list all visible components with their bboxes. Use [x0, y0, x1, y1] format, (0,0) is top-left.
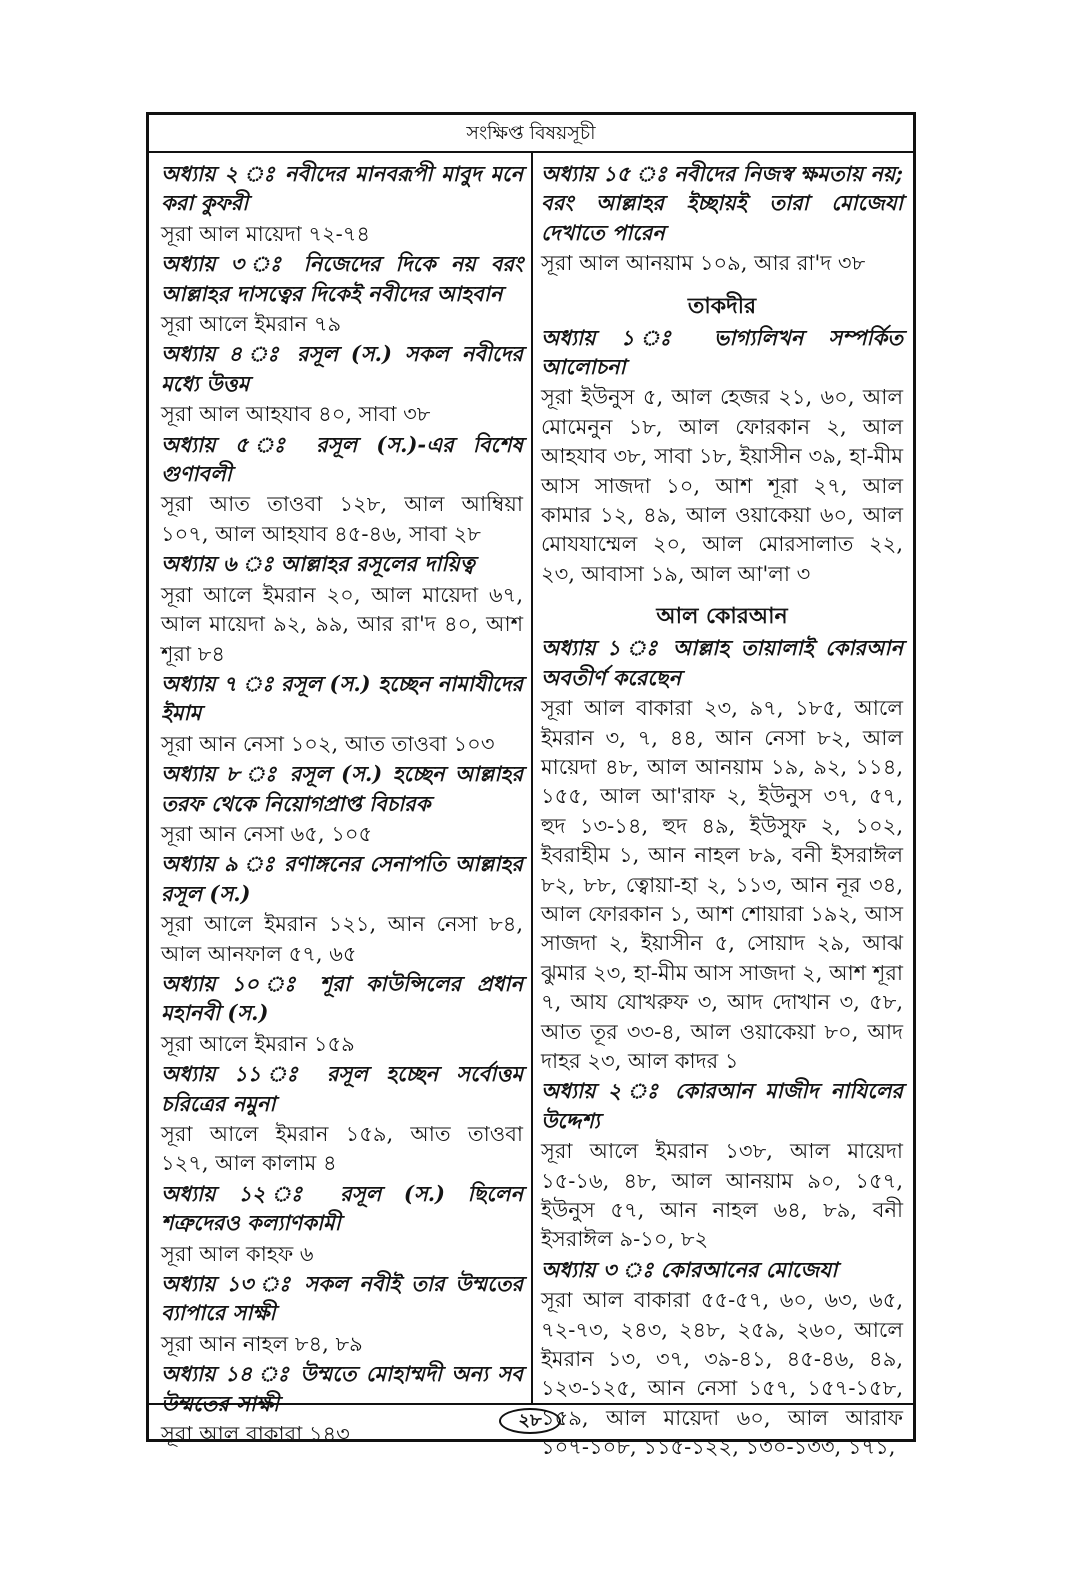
surah-references: সূরা আন নেসা ৬৫, ১০৫	[161, 821, 373, 846]
contents-frame	[146, 112, 916, 1460]
chapter-title: অধ্যায় ২ ঃ কোরআন মাজীদ নাযিলের উদ্দেশ্য	[541, 1078, 903, 1133]
chapter-entry	[161, 339, 523, 429]
page-footer	[149, 1403, 913, 1439]
surah-references: সূরা আলে ইমরান ১৫৯, আত তাওবা ১২৭, আল কালাম ৪	[161, 1122, 523, 1176]
chapter-title: অধ্যায় ১৫ ঃ নবীদের নিজস্ব ক্ষমতায় নয়; বরং আল্লাহর ইচ্ছায়ই তারা মোজেযা দেখাতে পারেন	[541, 161, 903, 245]
page-title: সংক্ষিপ্ত বিষয়সূচী	[149, 115, 913, 153]
chapter-entry	[161, 969, 523, 1059]
chapter-title: অধ্যায় ১০ ঃ শূরা কাউন্সিলের প্রধান মহানবী (স.)	[161, 970, 523, 1026]
chapter-entry	[161, 759, 523, 849]
chapter-title: অধ্যায় ৩ ঃ কোরআনের মোজেযা	[541, 1256, 838, 1282]
chapter-title: অধ্যায় ১ ঃ ভাগ্যলিখন সম্পর্কিত আলোচনা	[541, 324, 903, 380]
chapter-title: অধ্যায় ৫ ঃ রসূল (স.)-এর বিশেষ গুণাবলী	[161, 431, 523, 487]
chapter-title: অধ্যায় ৩ ঃ নিজেদের দিকে নয় বরং আল্লাহর দাসত্বের দিকেই নবীদের আহবান	[161, 251, 523, 306]
surah-references: সূরা আন নাহল ৮৪, ৮৯	[161, 1331, 363, 1356]
surah-references: সূরা আন নেসা ১০২, আত তাওবা ১০৩	[161, 731, 495, 756]
surah-references: সূরা ইউনুস ৫, আল হেজর ২১, ৬০, আল মোমেনুন ১৮, আল ফোরকান ২, আল আহযাব ৩৮, সাবা ১৮, ইয়াসীন ৩৯, হা-মীম আস সাজদা ১০, আশ শূরা ২৭, আল কামার ১২, ৪৯, আল ওয়াকেয়া ৬০, আল মোযযাম্মেল ২০, আল মোরসালাত ২২, ২৩, আবাসা ১৯, আল আ'লা ৩	[541, 385, 903, 586]
chapter-entry	[161, 1059, 523, 1179]
surah-references: সূরা আলে ইমরান ২০, আল মায়েদা ৬৭, আল মায়েদা ৯২, ৯৯, আর রা'দ ৪০, আশ শূরা ৮৪	[161, 582, 523, 666]
surah-references: সূরা আল বাকারা ১৪৩	[161, 1422, 350, 1447]
section-heading: তাকদীর	[687, 292, 757, 319]
chapter-title: অধ্যায় ৭ ঃ রসূল (স.) হচ্ছেন নামাযীদের ইমাম	[161, 670, 523, 726]
chapter-title: অধ্যায় ১১ ঃ রসূল হচ্ছেন সর্বোত্তম চরিত্রের নমুনা	[161, 1061, 523, 1116]
surah-references: সূরা আলে ইমরান ১৩৮, আল মায়েদা ১৫-১৬, ৪৮, আল আনয়াম ৯০, ১৫৭, ইউনুস ৫৭, আন নাহল ৬৪, ৮৯, বনী ইসরাঈল ৯-১০, ৮২	[541, 1139, 903, 1252]
page-number: ২৮	[499, 1408, 561, 1434]
chapter-entry	[161, 1179, 523, 1269]
chapter-title: অধ্যায় ৪ ঃ রসূল (স.) সকল নবীদের মধ্যে উত্তম	[161, 341, 523, 396]
chapter-entry	[161, 669, 523, 759]
surah-references: সূরা আলে ইমরান ১৫৯	[161, 1031, 355, 1056]
chapter-title: অধ্যায় ১৪ ঃ উম্মতে মোহাম্মদী অন্য সব উম্মতের সাক্ষী	[161, 1361, 523, 1416]
section-heading: আল কোরআন	[656, 603, 788, 630]
chapter-entry	[161, 1269, 523, 1359]
surah-references: সূরা আল মায়েদা ৭২-৭৪	[161, 221, 371, 246]
right-column	[533, 153, 913, 1460]
chapter-title: অধ্যায় ১৩ ঃ সকল নবীই তার উম্মতের ব্যাপারে সাক্ষী	[161, 1271, 523, 1326]
chapter-entry	[541, 159, 903, 279]
surah-references: সূরা আল বাকারা ২৩, ৯৭, ১৮৫, আলে ইমরান ৩, ৭, ৪৪, আন নেসা ৮২, আল মায়েদা ৪৮, আল আনয়াম ১৯, ৯২, ১১৪, ১৫৫, আল আ'রাফ ২, ইউনুস ৩৭, ৫৭, হুদ ১৩-১৪, হুদ ৪৯, ইউসুফ ২, ১০২, ইবরাহীম ১, আন নাহল ৮৯, বনী ইসরাঈল ৮২, ৮৮, ত্বোয়া-হা ২, ১১৩, আন নূর ৩৪, আল ফোরকান ১, আশ শোয়ারা ১৯২, আস সাজদা ২, ইয়াসীন ৫, সোয়াদ ২৯, আঝ ঝুমার ২৩, হা-মীম আস সাজদা ২, আশ শূরা ৭, আয যোখরুফ ৩, আদ দোখান ৩, ৫৮, আত তূর ৩৩-৪, আল ওয়াকেয়া ৮০, আদ দাহর ২৩, আল কাদর ১	[541, 696, 903, 1073]
surah-references: সূরা আল আনয়াম ১০৯, আর রা'দ ৩৮	[541, 251, 866, 276]
chapter-title: অধ্যায় ৯ ঃ রণাঙ্গনের সেনাপতি আল্লাহর রসূল (স.)	[161, 851, 523, 906]
chapter-title: অধ্যায় ১২ ঃ রসূল (স.) ছিলেন শত্রুদেরও কল্যাণকামী	[161, 1180, 523, 1236]
chapter-entry	[161, 430, 523, 550]
chapter-entry	[161, 849, 523, 969]
surah-references: সূরা আল বাকারা ৫৫-৫৭, ৬০, ৬৩, ৬৫, ৭২-৭৩, ২৪৩, ২৪৮, ২৫৯, ২৬০, আলে ইমরান ১৩, ৩৭, ৩৯-৪১, ৪৫-৪৬, ৪৯, ১২৩-১২৫, আন নেসা ১৫৭, ১৫৭-১৫৮, ১৫৯, আল মায়েদা ৬০, আল আরাফ ১০৭-১০৮, ১১৫-১২২, ১৩০-১৩৩, ১৭১,	[541, 1288, 903, 1460]
chapter-entry	[541, 323, 903, 590]
surah-references: সূরা আত তাওবা ১২৮, আল আম্বিয়া ১০৭, আল আহযাব ৪৫-৪৬, সাবা ২৮	[161, 492, 523, 546]
surah-references: সূরা আলে ইমরান ৭৯	[161, 312, 342, 337]
surah-references: সূরা আল আহযাব ৪০, সাবা ৩৮	[161, 402, 431, 427]
contents-columns	[149, 153, 913, 1460]
surah-references: সূরা আল কাহফ ৬	[161, 1241, 314, 1266]
chapter-entry	[161, 159, 523, 249]
chapter-title: অধ্যায় ২ ঃ নবীদের মানবরূপী মাবুদ মনে করা কুফরী	[161, 161, 523, 216]
chapter-title: অধ্যায় ৮ ঃ রসূল (স.) হচ্ছেন আল্লাহর তরফ থেকে নিয়োগপ্রাপ্ত বিচারক	[161, 761, 523, 816]
chapter-entry	[541, 633, 903, 1076]
chapter-entry	[541, 1076, 903, 1254]
left-column	[149, 153, 533, 1447]
chapter-entry	[161, 249, 523, 339]
chapter-entry	[161, 549, 523, 669]
surah-references: সূরা আলে ইমরান ১২১, আন নেসা ৮৪, আল আনফাল ৫৭, ৬৫	[161, 912, 523, 966]
chapter-title: অধ্যায় ৬ ঃ আল্লাহর রসূলের দায়িত্ব	[161, 551, 475, 577]
chapter-title: অধ্যায় ১ ঃ আল্লাহ তায়ালাই কোরআন অবতীর্ণ করেছেন	[541, 635, 903, 690]
